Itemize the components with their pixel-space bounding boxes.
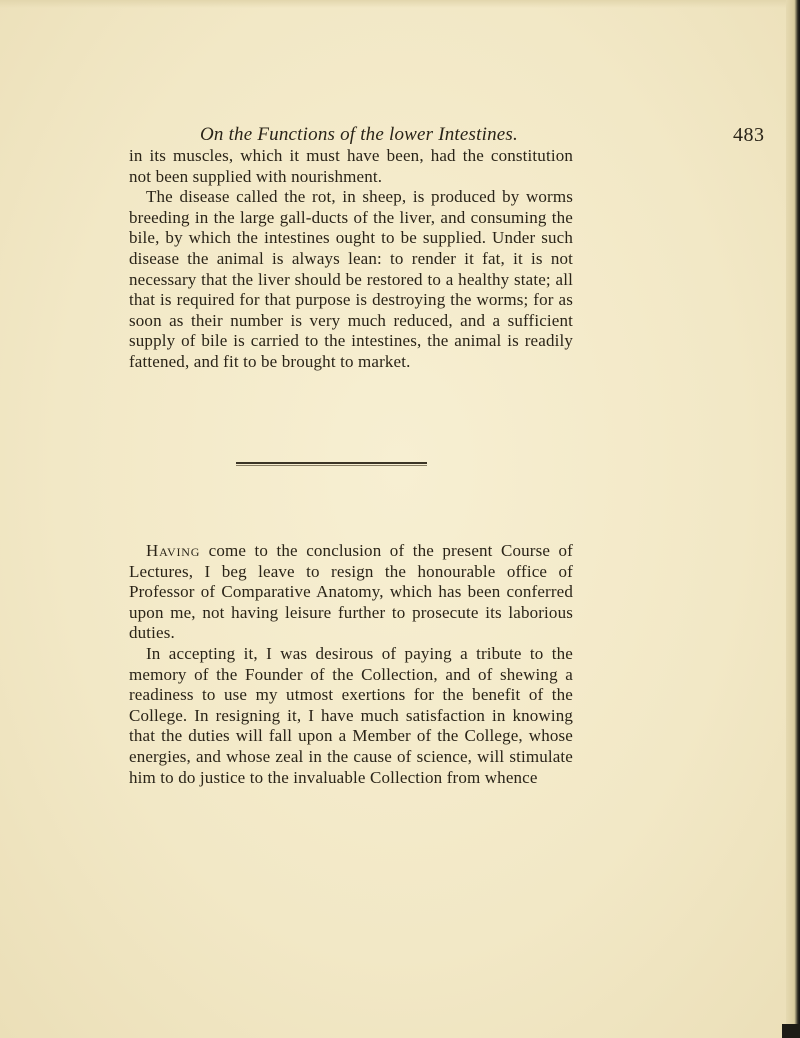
paragraph-rot-disease: The disease called the rot, in sheep, is produced by worms breeding in the large gall-ducts of the liver, and consuming the bile, by which the intestines ought to be supplied. Under such disease the animal is always lean: to render it fat, it is not necessary that the liver should be restored to a healthy state; all that is required for that purpose is destroying the worms; for as soon as their number is very much reduced, and a sufficient supply of bile is carried to the intestines, the animal is readily fattened, and fit to be brought to market. (129, 187, 573, 371)
page-top-edge (0, 0, 800, 8)
section-divider-rule (236, 462, 427, 464)
page-number: 483 (733, 124, 765, 146)
corner-mark (782, 1024, 800, 1038)
paragraph-resignation-text: come to the conclusion of the present Course of Lectures, I beg leave to resign the honourable office of Professor of Comparative Anatomy, which has been conferred upon me, not having leisure further to prosecute its laborious duties. (129, 541, 573, 643)
page-right-edge (786, 0, 800, 1038)
paragraph-resignation (129, 541, 573, 644)
section-resignation (129, 541, 573, 788)
running-head (200, 123, 765, 147)
section-rot-in-sheep (129, 146, 573, 373)
paragraph-continuation: in its muscles, which it must have been, had the constitution not been supplied with nourishment. (129, 146, 573, 186)
running-title: On the Functions of the lower Intestines. (200, 124, 518, 145)
paragraph-tribute: In accepting it, I was desirous of paying a tribute to the memory of the Founder of the Collection, and of shewing a readiness to use my utmost exertions for the benefit of the College. In resigning it, I have much satisfaction in knowing that the duties will fall upon a Member of the College, whose energies, and whose zeal in the cause of science, will stimulate him to do justice to the invaluable Collection from whence (129, 643, 573, 787)
opening-word: Having (146, 541, 201, 560)
